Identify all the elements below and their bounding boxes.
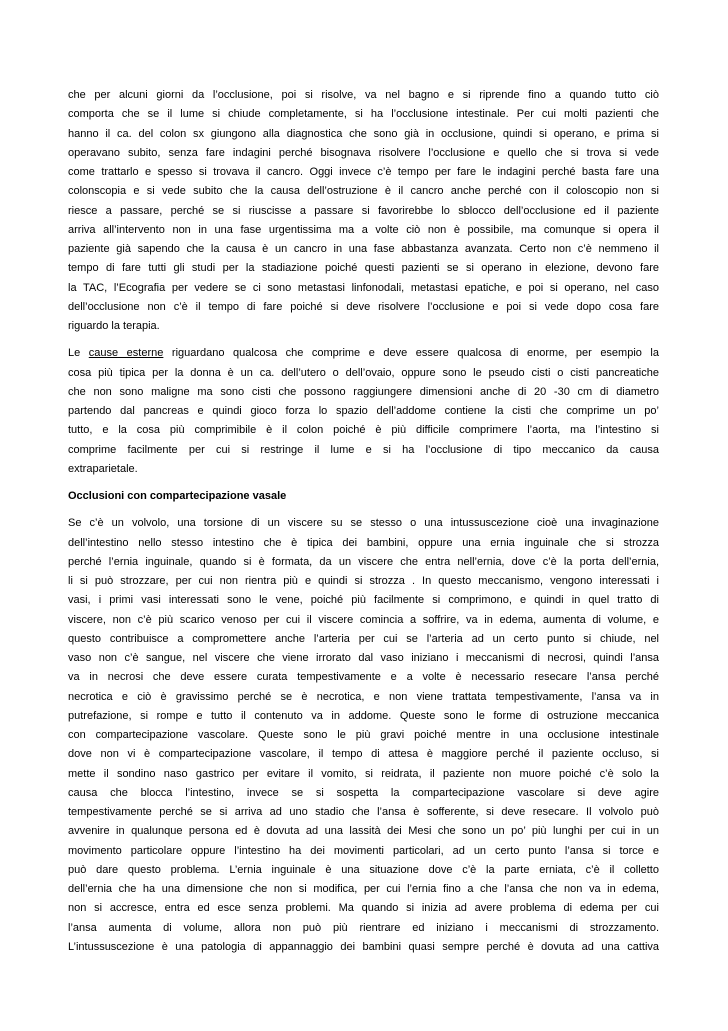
heading-text: Occlusioni con compartecipazione vasale [68, 490, 287, 502]
text-line: cosa più tipica per la donna è un ca. dell’utero o dell’ovaio, oppure sono le pseudo cisti o cisti pancreatiche [68, 366, 659, 379]
text-line: l’ansa aumenta di volume, allora non può più rientrare ed iniziano i meccanismi di strozzamento. [68, 921, 659, 934]
text-line: dell’intestino nello stesso intestino che è tipica dei bambini, oppure una ernia inguinale che si strozza [68, 536, 659, 549]
text-line: tempo di fare tutti gli studi per la stadiazione poiché questi pazienti se si operano in elezione, devono fare [68, 262, 659, 275]
text-segment: Le [68, 347, 89, 360]
text-segment: riguardano qualcosa che comprime e deve essere qualcosa di enorme, per esempio la [163, 347, 659, 360]
text-line: riesce a passare, perché se si riuscisse a passare si favorirebbe lo sblocco dell’occlusione ed il paziente [68, 204, 659, 217]
text-line: comporta che se il lume si chiude completamente, si ha l’occlusione intestinale. Per cui molti pazienti che [68, 108, 659, 121]
text-line: che per alcuni giorni da l’occlusione, poi si risolve, va nel bagno e si riprende fino a quando tutto ciò [68, 89, 659, 101]
text-line: riguardo la terapia. [68, 320, 160, 332]
text-line: partendo dal pancreas e quindi gioco forza lo spazio dell’addome contiene la cisti che comprime un po’ [68, 405, 659, 417]
text-line: va in necrosi che deve essere curata tempestivamente e a volte è necessario resecare l’ansa perché [68, 671, 659, 684]
text-line: con compartecipazione vascolare. Queste sono le più gravi poiché mentre in una occlusione intestinale [68, 729, 659, 741]
paragraph [68, 86, 659, 336]
text-line: perché l’ernia inguinale, quando si è formata, da un viscere che entra nell’ernia, dove c’è la porta dell’ernia, [68, 555, 659, 568]
text-line: vasi, i primi vasi interessati sono le vene, poiché più facilmente si comprimono, e quindi in quel tratto di [68, 594, 659, 607]
text-line: movimento particolare oppure l’intestino ha dei movimenti particolari, ad un certo punto l’ansa si torce e [68, 844, 659, 857]
text-line: colonscopia e si vede subito che la causa dell’ostruzione è il cancro anche perché con il coloscopio non si [68, 185, 659, 198]
text-line: extraparietale. [68, 462, 138, 475]
text-line: come trattarlo e spesso si trovava il cancro. Oggi invece c’è tempo per fare le indagini perché basta fare una [68, 166, 659, 178]
text-line: putrefazione, si rompe e tutto il contenuto va in addome. Queste sono le forme di ostruzione meccanica [68, 709, 659, 722]
text-line: necrotica e ciò è gravissimo perché se è necrotica, e non viene trattata tempestivamente, l’ansa va in [68, 690, 659, 703]
text-line: viscere, non c’è più scarico venoso per cui il viscere comincia a soffrire, va in edema, aumenta di volume, e [68, 613, 659, 626]
text-line: che non sono maligne ma sono cisti che possono raggiungere dimensioni anche di 20 -30 cm di diametro [68, 385, 659, 398]
section-heading [68, 487, 659, 506]
text-line [68, 344, 659, 363]
text-line: arriva all’intervento non in una fase urgentissima ma a volte ciò non è possibile, ma comunque si opera il [68, 223, 659, 236]
text-line: comprime facilmente per cui si restringe il lume e si ha l’occlusione di tipo meccanico da causa [68, 443, 659, 456]
text-line: può dare questo problema. L’ernia inguinale è una situazione dove c’è la parte erniata, c’è il colletto [68, 863, 659, 876]
underlined-term: cause esterne [88, 347, 164, 360]
text-line: dove non vi è compartecipazione vascolare, il tempo di attesa è maggiore perché il paziente occluso, si [68, 748, 659, 761]
text-line: tutto, e la cosa più comprimibile è il colon poiché è più difficile comprimere l’aorta, ma l’intestino si [68, 424, 659, 437]
text-line: non si accresce, entra ed esce senza problemi. Ma quando si inizia ad avere problema di edema per cui [68, 902, 659, 915]
text-line: causa che blocca l’intestino, invece se si sospetta la compartecipazione vascolare si deve agire [68, 786, 659, 799]
text-line: paziente già sapendo che la causa è un cancro in una fase abbastanza avanzata. Certo non c’è nemmeno il [68, 243, 659, 255]
text-line: dell’ernia che ha una dimensione che non si modifica, per cui l’ernia fino a che l’ansa che non va in edema, [68, 883, 659, 895]
text-line: operavano subito, senza fare indagini perché bisognava risolvere l’occlusione e quello che si trova si vede [68, 146, 659, 159]
text-line: tempestivamente perché se si arriva ad uno stadio che l’ansa è sofferente, si deve resecare. Il volvolo può [68, 806, 659, 818]
text-line: L’intussuscezione è una patologia di appannaggio dei bambini quasi sempre perché è dovuta ad una cattiva [68, 940, 659, 953]
text-line: avvenire in qualunque persona ed è dovuta ad una lassità dei Mesi che sono un po’ più lunghi per cui in un [68, 825, 659, 838]
paragraph [68, 344, 659, 479]
text-line: li si può strozzare, per cui non rientra più e quindi si strozza . In questo meccanismo, vengono interessati i [68, 575, 659, 587]
text-line: Se c’è un volvolo, una torsione di un viscere su se stesso o una intussuscezione cioè una invaginazione [68, 517, 659, 530]
document-body [68, 86, 659, 965]
text-line: vaso non c’è sangue, nel viscere che viene irrorato dal vaso iniziano i meccanismi di necrosi, quindi l’ansa [68, 652, 659, 664]
text-line: la TAC, l’Ecografia per vedere se ci sono metastasi linfonodali, metastasi epatiche, e poi si operano, nel caso [68, 281, 659, 294]
text-line: questo contribuisce a compromettere anche l’arteria per cui se l’arteria ad un certo punto si chiude, nel [68, 632, 659, 645]
paragraph [68, 514, 659, 957]
text-line: hanno il ca. del colon sx giungono alla diagnostica che sono già in occlusione, quindi si operano, e prima si [68, 127, 659, 140]
text-line: dell’occlusione non c’è il tempo di fare poiché si deve risolvere l’occlusione e poi si vede dopo cosa fare [68, 300, 659, 313]
text-line: mette il sondino naso gastrico per evitare il vomito, si reidrata, il paziente non muore poiché c’è solo la [68, 767, 659, 780]
